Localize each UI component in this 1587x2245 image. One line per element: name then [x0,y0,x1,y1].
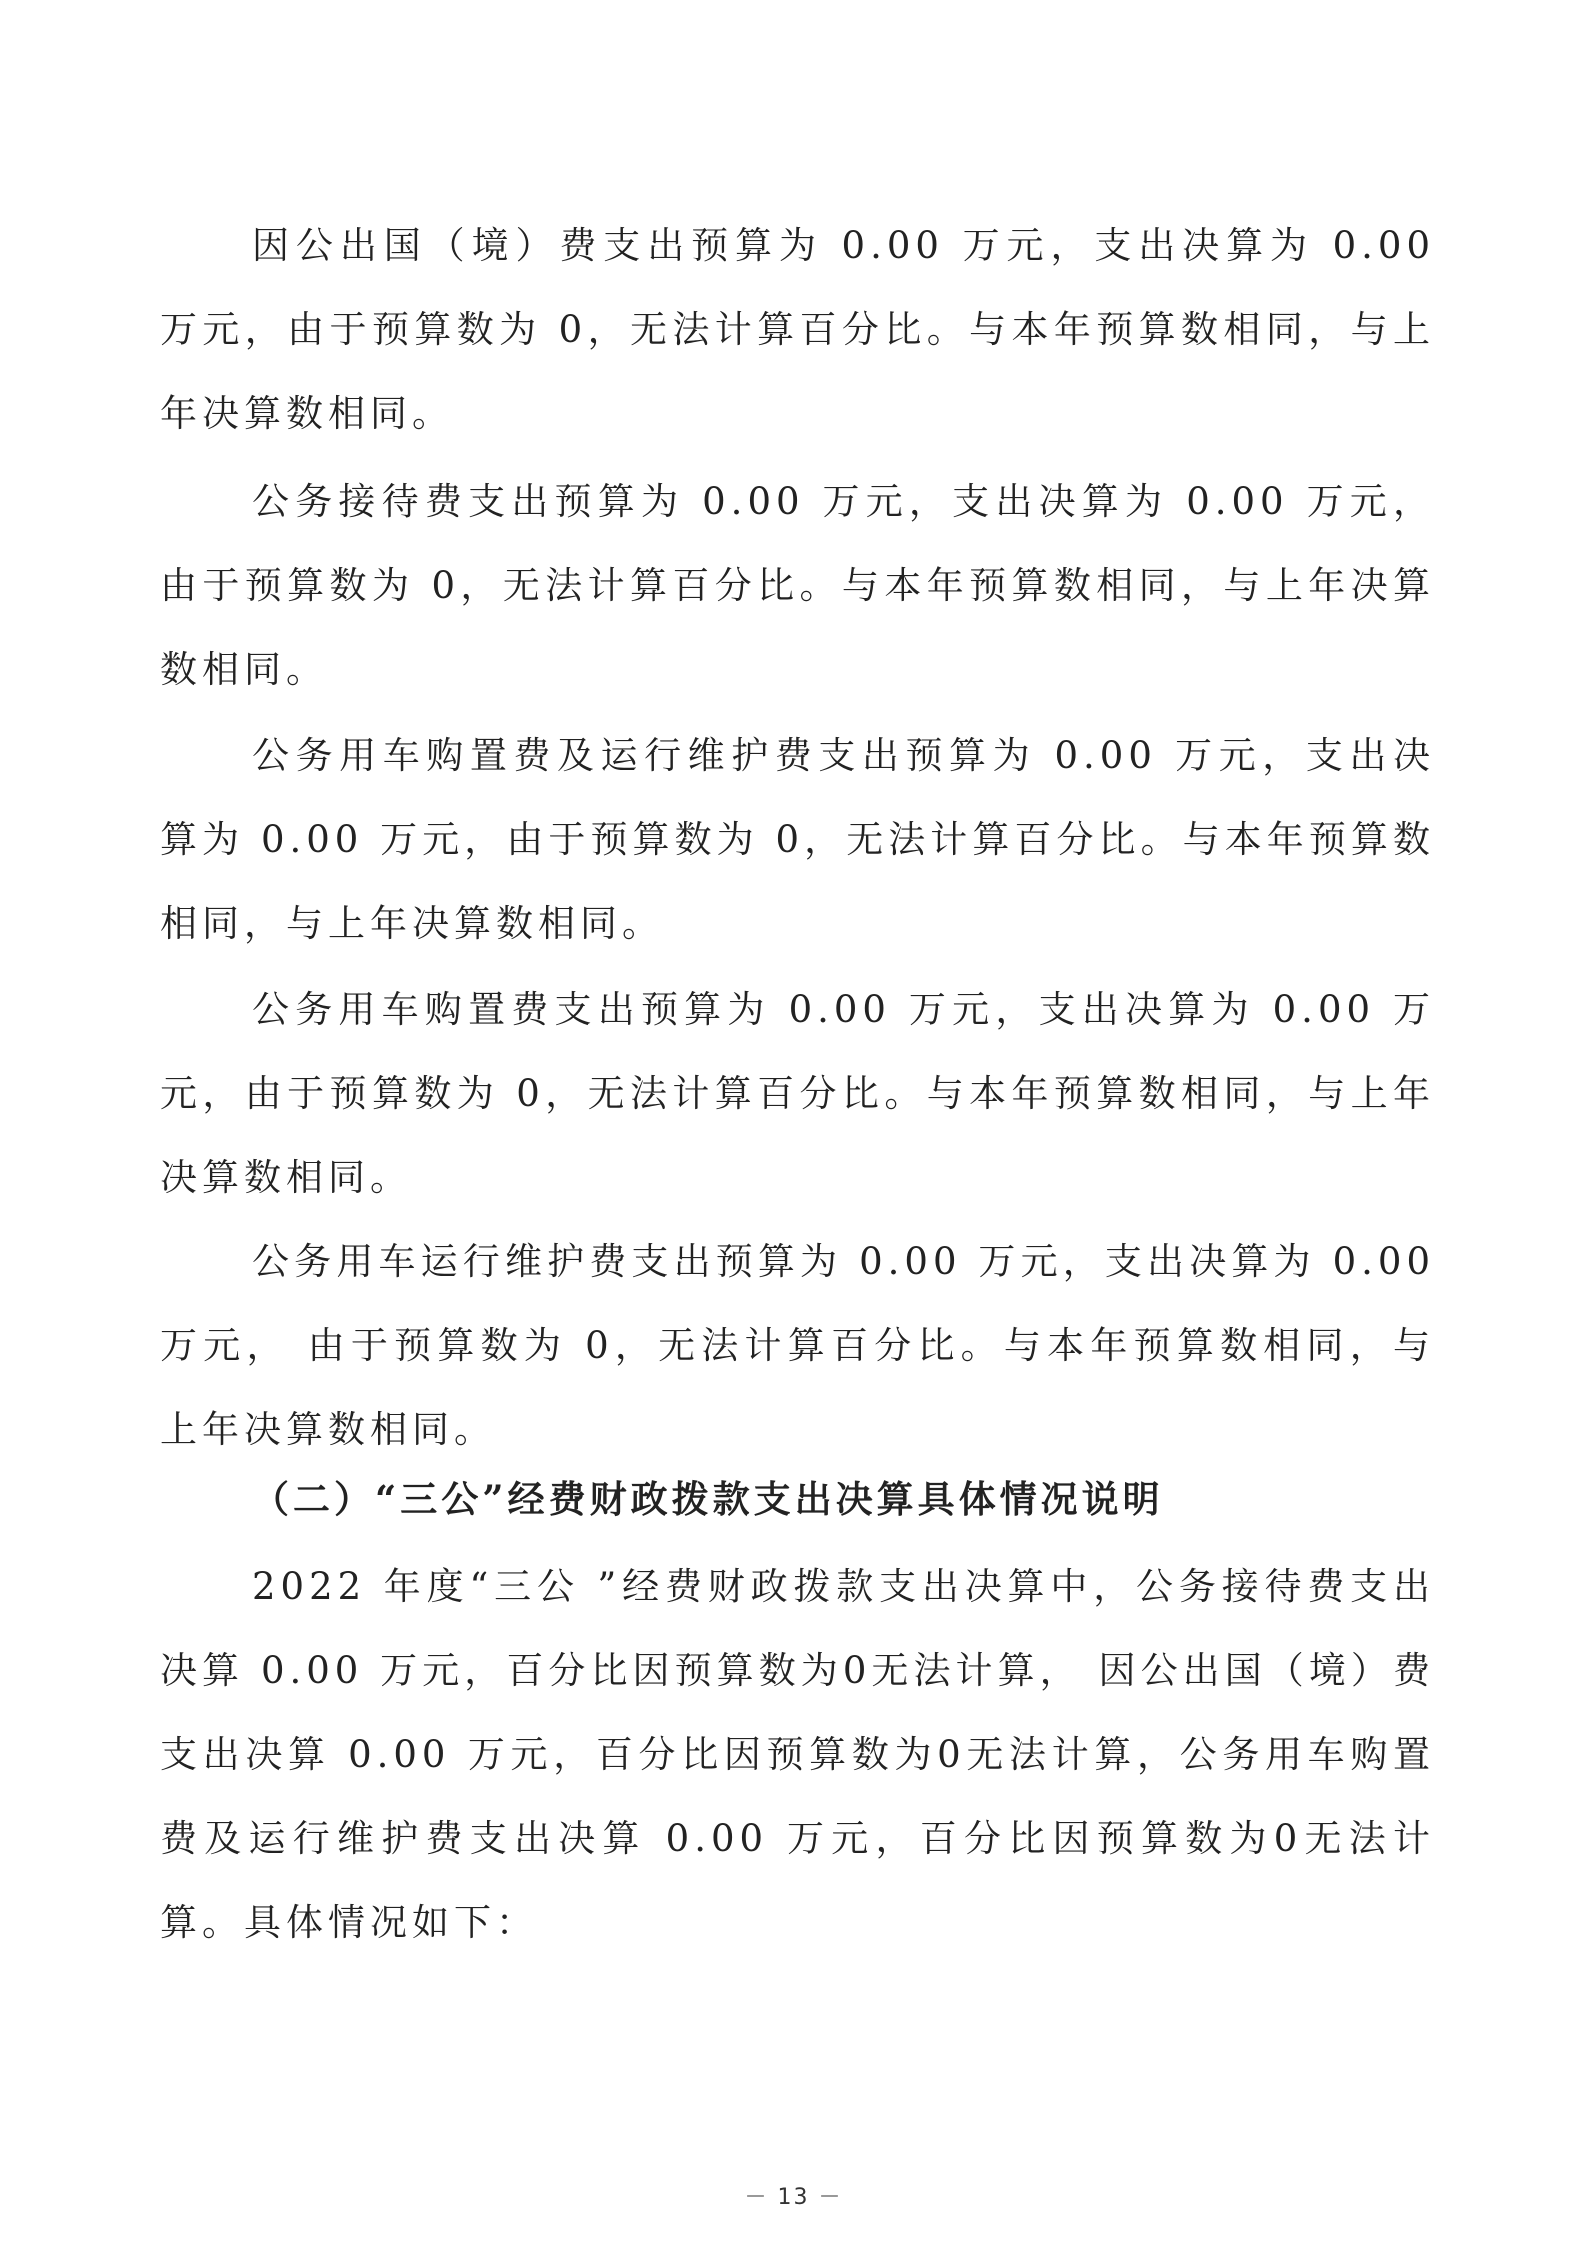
paragraph-vehicle-purchase-and-operation: 公务用车购置费及运行维护费支出预算为 0.00 万元，支出决算为 0.00 万元，由于预算数为 0，无法计算百分比。与本年预算数相同，与上年决算数相同。 [160,734,1435,945]
page-number: － 13 － [744,2185,843,2210]
paragraph-vehicle-purchase: 公务用车购置费支出预算为 0.00 万元，支出决算为 0.00 万元，由于预算数为 0，无法计算百分比。与本年预算数相同，与上年决算数相同。 [160,988,1435,1199]
paragraph-official-overseas-travel: 因公出国（境）费支出预算为 0.00 万元，支出决算为 0.00 万元，由于预算数为 0，无法计算百分比。与本年预算数相同，与上年决算数相同。 [160,224,1435,435]
paragraph-official-reception: 公务接待费支出预算为 0.00 万元，支出决算为 0.00 万元， 由于预算数为 0，无法计算百分比。与本年预算数相同，与上年决算数相同。 [160,480,1435,691]
paragraph-summary: 2022 年度“三公 ”经费财政拨款支出决算中，公务接待费支出决算 0.00 万元，百分比因预算数为0无法计算， 因公出国（境）费支出决算 0.00 万元，百分比因预算数为0无法计算，公务用车购置费及运行维护费支出决算 0.00 万元，百分比因预算数为0无法计算。具体情况如下： [160,1565,1435,1944]
section-heading: （二）“三公”经费财政拨款支出决算具体情况说明 [252,1477,1164,1521]
paragraph-vehicle-operation: 公务用车运行维护费支出预算为 0.00 万元，支出决算为 0.00 万元， 由于预算数为 0，无法计算百分比。与本年预算数相同，与上年决算数相同。 [160,1240,1435,1451]
